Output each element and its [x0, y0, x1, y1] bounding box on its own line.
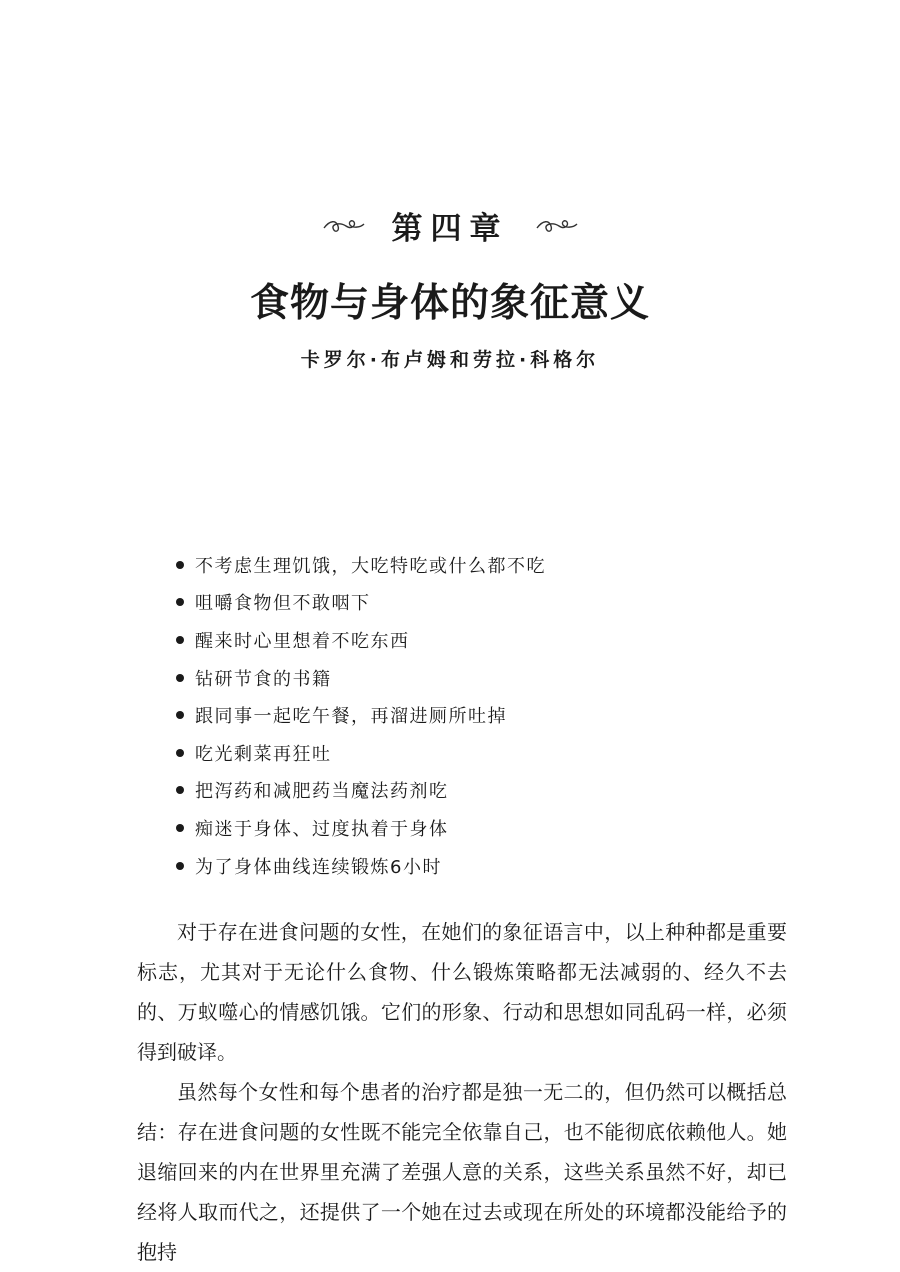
- list-item: [176, 772, 546, 810]
- list-item-text: 吃光剩菜再狂吐: [195, 743, 332, 765]
- bullet-icon: [176, 598, 184, 606]
- chapter-label: 第四章: [391, 211, 509, 247]
- left-flourish-ornament: [322, 216, 366, 236]
- bullet-icon: [176, 711, 184, 719]
- chapter-title: 食物与身体的象征意义: [249, 281, 650, 326]
- bullet-icon: [176, 786, 184, 794]
- list-item: [176, 584, 546, 622]
- bullet-icon: [176, 862, 184, 870]
- list-item: [176, 621, 546, 659]
- body-text: [137, 912, 787, 1272]
- paragraph: 对于存在进食问题的女性，在她们的象征语言中，以上种种都是重要标志，尤其对于无论什么食物、什么锻炼策略都无法减弱的、经久不去的、万蚁噬心的情感饥饿。它们的形象、行动和思想如同乱码一样，必须得到破译。: [137, 920, 787, 1064]
- list-item: [176, 696, 546, 734]
- list-item-text: 为了身体曲线连续锻炼6小时: [195, 856, 442, 878]
- list-item-text: 把泻药和减肥药当魔法药剂吃: [195, 781, 449, 803]
- bullet-icon: [176, 636, 184, 644]
- list-item-text: 痴迷于身体、过度执着于身体: [195, 818, 449, 840]
- list-item: [176, 809, 546, 847]
- list-item: [176, 847, 546, 885]
- bullet-icon: [176, 749, 184, 757]
- list-item-text: 醒来时心里想着不吃东西: [195, 630, 410, 652]
- list-item-text: 不考虑生理饥饿，大吃特吃或什么都不吃: [195, 555, 546, 577]
- list-item: [176, 734, 546, 772]
- bullet-icon: [176, 561, 184, 569]
- list-item-text: 咀嚼食物但不敢咽下: [195, 593, 371, 615]
- bullet-icon: [176, 824, 184, 832]
- right-flourish-ornament: [535, 216, 579, 236]
- list-item-text: 跟同事一起吃午餐，再溜进厕所吐掉: [195, 706, 507, 728]
- list-item: [176, 546, 546, 584]
- symptom-list: [176, 546, 546, 884]
- paragraph: 虽然每个女性和每个患者的治疗都是独一无二的，但仍然可以概括总结：存在进食问题的女性既不能完全依靠自己，也不能彻底依赖他人。她退缩回来的内在世界里充满了差强人意的关系，这些关系虽然不好，却已经将人取而代之，还提供了一个她在过去或现在所处的环境都没能给予的抱持: [137, 1080, 787, 1264]
- list-item: [176, 659, 546, 697]
- list-item-text: 钻研节食的书籍: [195, 668, 332, 690]
- chapter-heading: [0, 203, 900, 248]
- chapter-authors: 卡罗尔·布卢姆和劳拉·科格尔: [300, 349, 600, 371]
- bullet-icon: [176, 674, 184, 682]
